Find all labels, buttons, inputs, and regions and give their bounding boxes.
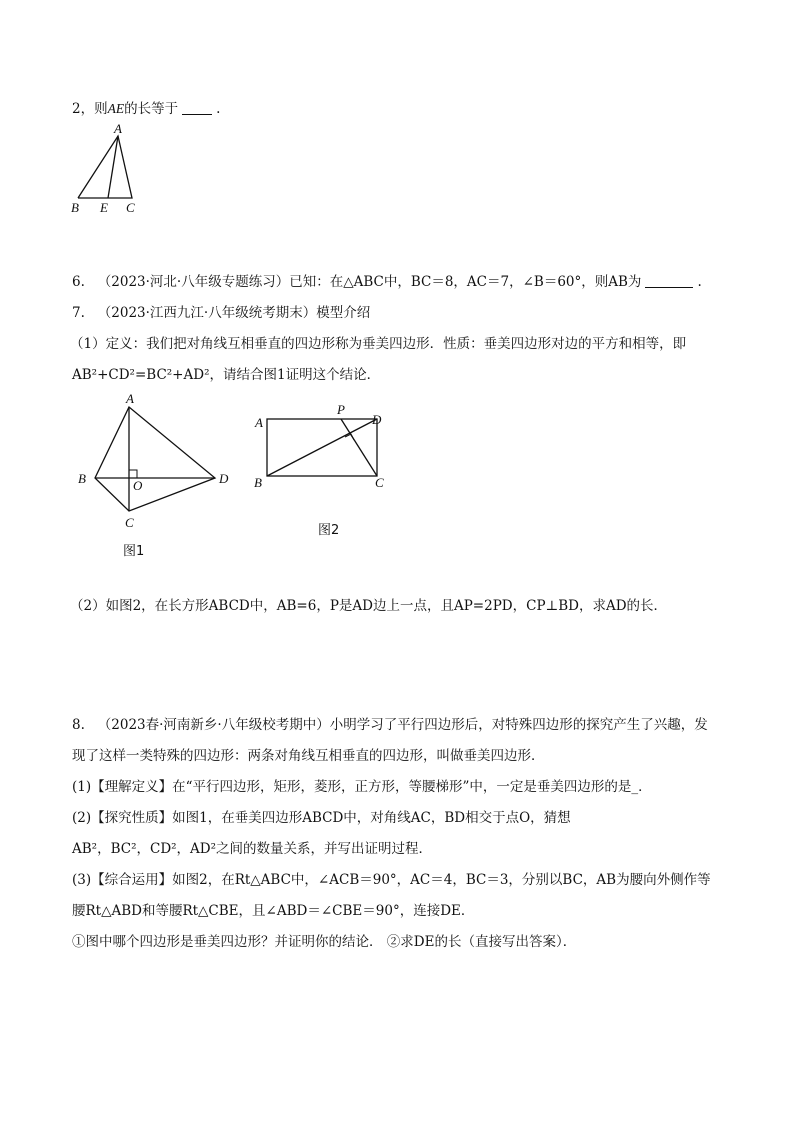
fig2-label-d: D: [372, 412, 382, 427]
fig2-label-c: C: [375, 475, 384, 490]
q8-line2: 现了这样一类特殊的四边形：两条对角线互相垂直的四边形，叫做垂美四边形．: [72, 748, 545, 764]
q8-sub3-line2: 腰Rt△ABD和等腰Rt△CBE，且∠ABD＝∠CBE＝90°，连接DE．: [72, 903, 475, 919]
q5-answer-line: [72, 100, 220, 118]
q7-figure-2: [252, 400, 412, 560]
q8-sub2-line2: AB²，BC²，CD²，AD²之间的数量关系，并写出证明过程．: [72, 841, 433, 857]
q6-blank[interactable]: [645, 275, 693, 288]
q6-line: [72, 273, 702, 291]
fig2-caption: 图2: [318, 523, 340, 538]
q8-line1: [72, 716, 708, 734]
tri-label-a: A: [114, 121, 122, 136]
q5-prefix: 2，则: [72, 101, 108, 117]
q8-sub2-line1: (2)【探究性质】如图1，在垂美四边形ABCD中，对角线AC，BD相交于点O，猜想: [72, 810, 571, 826]
q7-part1-line2: AB²+CD²=BC²+AD²，请结合图1证明这个结论．: [72, 367, 381, 383]
q7-part1-line1: （1）定义：我们把对角线互相垂直的四边形称为垂美四边形．性质：垂美四边形对边的平方和相等，即: [70, 336, 687, 352]
q7-number: 7.: [72, 305, 85, 321]
fig2-label-a: A: [255, 415, 263, 430]
q7-figure-1: [75, 393, 245, 563]
q6-end: .: [697, 274, 702, 290]
fig1-label-a: A: [126, 391, 134, 406]
fig1-label-c: C: [125, 515, 134, 530]
q6-number: 6.: [72, 274, 85, 290]
tri-label-e: E: [100, 200, 108, 215]
q7-part2: （2）如图2，在长方形ABCD中，AB=6，P是AD边上一点，且AP=2PD，CP⊥BD，求AD的长．: [70, 598, 668, 614]
fig1-label-b: B: [78, 471, 86, 486]
q5-end: .: [216, 101, 221, 117]
q5-var: AE: [107, 101, 125, 116]
triangle-figure: [68, 120, 148, 220]
q8-sub3-line3: ①图中哪个四边形是垂美四边形？并证明你的结论． ②求DE的长（直接写出答案）．: [72, 934, 577, 950]
tri-label-c: C: [126, 200, 135, 215]
fig2-label-p: P: [337, 402, 345, 417]
q5-suffix: 的长等于: [124, 101, 179, 117]
q8-number: 8.: [72, 717, 85, 733]
fig2-label-b: B: [254, 475, 262, 490]
q8-sub1: (1)【理解定义】在“平行四边形，矩形，菱形，正方形，等腰梯形”中，一定是垂美四边形的是_．: [72, 779, 652, 795]
q5-blank[interactable]: [182, 102, 212, 115]
q7-header: [72, 304, 370, 322]
fig1-label-o: O: [133, 478, 143, 493]
fig1-label-d: D: [219, 471, 229, 486]
q6-text: （2023·河北·八年级专题练习）已知：在△ABC中，BC＝8，AC＝7，∠B＝60°，则AB为: [97, 274, 642, 290]
q8-line1-text: （2023春·河南新乡·八年级校考期中）小明学习了平行四边形后，对特殊四边形的探究产生了兴趣，发: [97, 717, 708, 733]
q8-sub3-line1: (3)【综合运用】如图2，在Rt△ABC中，∠ACB＝90°，AC＝4，BC＝3，分别以BC，AB为腰向外侧作等: [72, 872, 711, 888]
q7-header-text: （2023·江西九江·八年级统考期末）模型介绍: [97, 305, 371, 321]
tri-label-b: B: [71, 200, 79, 215]
fig1-caption: 图1: [123, 544, 145, 559]
